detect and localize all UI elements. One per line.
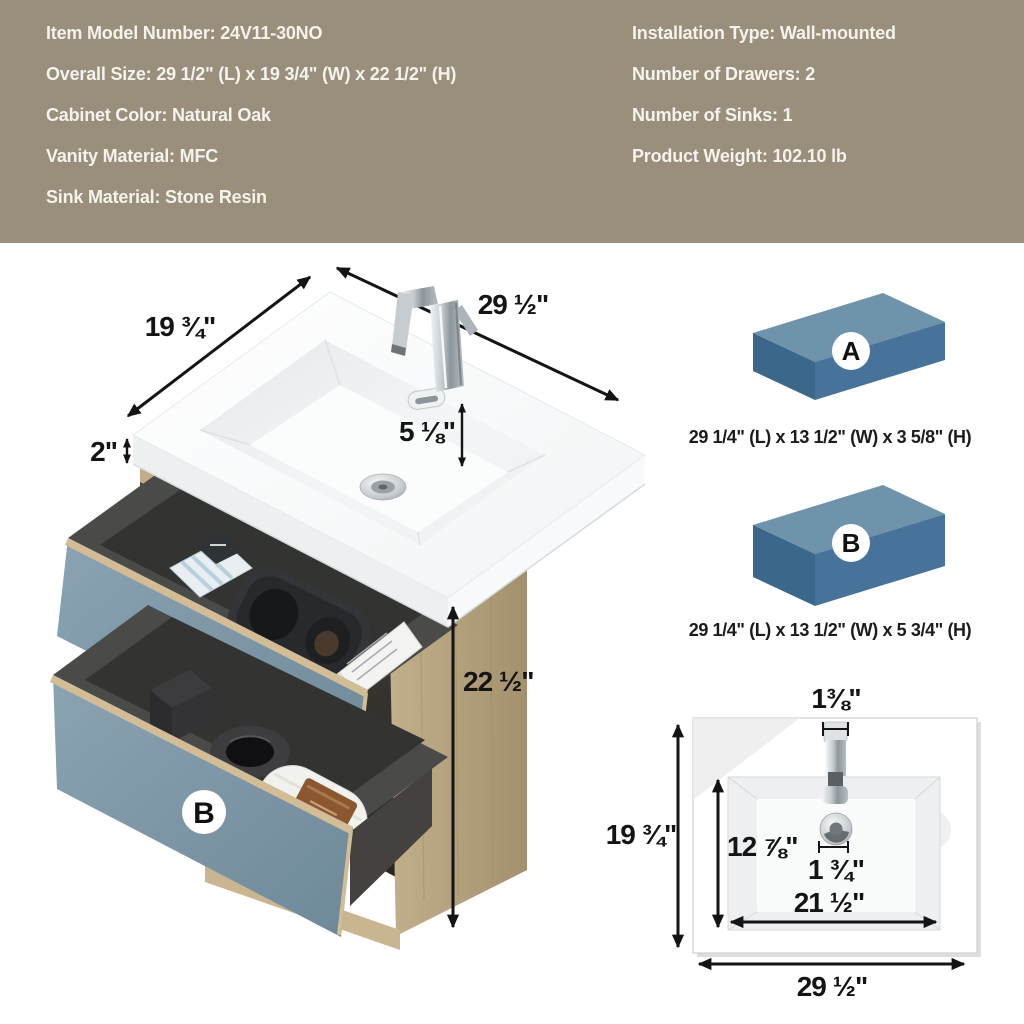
spec-installation-type: Installation Type: Wall-mounted [632,23,896,43]
dim-label-basin-depth: 12 ⅞" [727,831,798,862]
dim-label-drain: 1 ¾" [808,854,864,885]
dim-label-overall-width: 29 ½" [796,971,868,1002]
sink-top-view [606,683,981,1002]
spec-sink-count: Number of Sinks: 1 [632,105,793,125]
spec-vanity-material: Vanity Material: MFC [46,146,219,166]
dim-label-faucet-width: 1⅜" [811,683,861,714]
dim-label-counter-thickness: 2" [90,436,117,467]
spec-product-weight: Product Weight: 102.10 lb [632,146,847,166]
dim-label-depth: 19 ¾" [144,311,216,342]
drawer-box-a-figure [689,293,972,447]
spec-overall-size: Overall Size: 29 1/2" (L) x 19 3/4" (W) x 22 1/2" (H) [46,64,457,84]
spec-sink-material: Sink Material: Stone Resin [46,187,267,207]
box-a-label: A [841,336,861,366]
diagram-canvas [0,243,1024,1024]
dim-label-basin-width: 21 ½" [793,887,865,918]
spec-model-number: Item Model Number: 24V11-30NO [46,23,323,43]
spec-column-left [46,24,456,229]
box-b-label: B [841,528,861,558]
spec-header [0,0,1024,243]
box-a-dimensions: 29 1/4" (L) x 13 1/2" (W) x 3 5/8" (H) [688,427,972,447]
drawer-box-b-figure [689,485,972,640]
dim-label-overall-depth: 19 ¾" [605,819,677,850]
spec-drawer-count: Number of Drawers: 2 [632,64,816,84]
drawer-b-label: B [193,797,215,830]
dim-label-faucet-height: 5 ⅛" [399,416,455,447]
dim-label-top-width: 29 ½" [477,289,549,320]
spec-column-right [632,24,896,188]
dim-label-cabinet-height: 22 ½" [463,666,534,697]
drain-cap [360,474,406,500]
top-view-drain-icon [820,813,852,845]
box-b-dimensions: 29 1/4" (L) x 13 1/2" (W) x 5 3/4" (H) [688,620,972,640]
spec-cabinet-color: Cabinet Color: Natural Oak [46,105,271,125]
vanity-illustration [50,268,645,950]
